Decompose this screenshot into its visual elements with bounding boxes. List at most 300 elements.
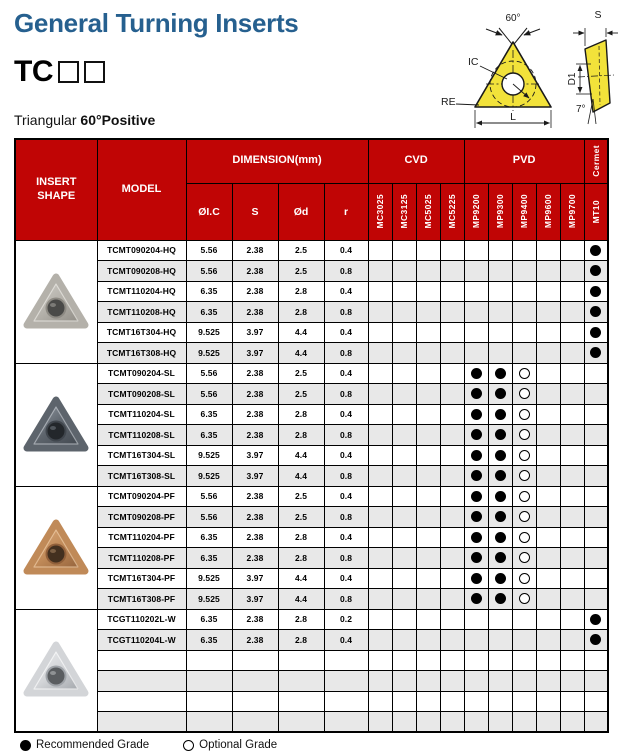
table-row xyxy=(15,445,608,466)
grade-cell xyxy=(416,568,440,589)
grade-cell xyxy=(488,363,512,384)
dimension-value-cell xyxy=(186,650,232,671)
table-row xyxy=(15,671,608,692)
model-cell: TCMT16T304-SL xyxy=(97,445,186,466)
grade-cell xyxy=(584,445,608,466)
table-row xyxy=(15,404,608,425)
dimension-value-cell: 2.8 xyxy=(278,527,324,548)
grade-cell xyxy=(512,630,536,651)
grade-cell xyxy=(416,691,440,712)
insert-photo xyxy=(20,269,92,333)
grade-cell xyxy=(368,281,392,302)
grade-cell xyxy=(464,691,488,712)
grade-cell xyxy=(536,322,560,343)
grade-cell xyxy=(368,548,392,569)
grade-cell xyxy=(560,404,584,425)
grade-cell xyxy=(440,609,464,630)
dimension-value-cell: 5.56 xyxy=(186,240,232,261)
grade-cell xyxy=(368,691,392,712)
header-ic: ØI.C xyxy=(186,183,232,240)
model-cell: TCMT110204-PF xyxy=(97,527,186,548)
grade-cell xyxy=(536,589,560,610)
dimension-value-cell: 2.5 xyxy=(278,363,324,384)
dimension-value-cell: 6.35 xyxy=(186,281,232,302)
grade-cell xyxy=(584,404,608,425)
grade-cell xyxy=(440,712,464,733)
table-row xyxy=(15,343,608,364)
grade-cell xyxy=(368,445,392,466)
dimension-value-cell: 2.38 xyxy=(232,507,278,528)
grade-cell xyxy=(368,425,392,446)
dimension-value-cell: 2.8 xyxy=(278,630,324,651)
grade-cell xyxy=(392,548,416,569)
table-row xyxy=(15,691,608,712)
grade-cell xyxy=(512,466,536,487)
grade-cell xyxy=(392,589,416,610)
table-row xyxy=(15,240,608,261)
recommended-grade-dot xyxy=(495,388,506,399)
grade-cell xyxy=(584,568,608,589)
grade-cell xyxy=(464,712,488,733)
grade-cell xyxy=(584,343,608,364)
grade-cell xyxy=(488,445,512,466)
grade-cell xyxy=(392,671,416,692)
dimension-value-cell: 4.4 xyxy=(278,445,324,466)
grade-cell xyxy=(440,507,464,528)
recommended-grade-dot xyxy=(495,593,506,604)
insert-dimension-diagram xyxy=(428,4,618,132)
dimension-value-cell xyxy=(232,691,278,712)
recommended-grade-dot xyxy=(590,327,601,338)
table-row xyxy=(15,302,608,323)
dimension-value-cell: 0.8 xyxy=(324,466,368,487)
grade-cell xyxy=(464,384,488,405)
dimension-value-cell: 2.5 xyxy=(278,261,324,282)
model-cell: TCMT110208-SL xyxy=(97,425,186,446)
grade-cell xyxy=(440,527,464,548)
dimension-value-cell xyxy=(278,712,324,733)
grade-cell xyxy=(368,589,392,610)
model-cell: TCMT16T308-PF xyxy=(97,589,186,610)
grade-cell xyxy=(416,466,440,487)
grade-cell xyxy=(440,548,464,569)
inserts-table xyxy=(14,138,609,733)
header-mc3025: MC3025 xyxy=(368,183,392,240)
grade-cell xyxy=(488,343,512,364)
grade-cell xyxy=(560,650,584,671)
grade-cell xyxy=(560,343,584,364)
recommended-grade-dot xyxy=(495,552,506,563)
grade-cell xyxy=(560,322,584,343)
grade-cell xyxy=(560,527,584,548)
table-row xyxy=(15,609,608,630)
grade-cell xyxy=(512,527,536,548)
dimension-value-cell xyxy=(186,712,232,733)
dimension-value-cell: 9.525 xyxy=(186,322,232,343)
recommended-grade-dot xyxy=(471,388,482,399)
grade-cell xyxy=(488,425,512,446)
grade-cell xyxy=(536,671,560,692)
grade-cell xyxy=(440,384,464,405)
grade-cell xyxy=(464,671,488,692)
dimension-value-cell: 9.525 xyxy=(186,568,232,589)
table-row xyxy=(15,630,608,651)
dimension-value-cell: 2.38 xyxy=(232,240,278,261)
grade-cell xyxy=(536,712,560,733)
grade-cell xyxy=(536,363,560,384)
grade-cell xyxy=(440,589,464,610)
dimension-value-cell xyxy=(324,650,368,671)
dimension-value-cell: 2.38 xyxy=(232,486,278,507)
optional-dot-icon xyxy=(183,740,194,751)
grade-cell xyxy=(584,691,608,712)
grade-cell xyxy=(368,568,392,589)
grade-cell xyxy=(488,507,512,528)
grade-cell xyxy=(560,240,584,261)
grade-cell xyxy=(488,527,512,548)
recommended-grade-dot xyxy=(471,511,482,522)
grade-cell xyxy=(536,466,560,487)
grade-cell xyxy=(560,363,584,384)
recommended-grade-dot xyxy=(590,614,601,625)
insert-shape-cell xyxy=(15,609,97,732)
model-cell xyxy=(97,650,186,671)
code-prefix: TC xyxy=(14,55,53,88)
grade-cell xyxy=(488,404,512,425)
model-cell xyxy=(97,671,186,692)
optional-grade-dot xyxy=(519,552,530,563)
grade-cell xyxy=(536,343,560,364)
grade-cell xyxy=(584,671,608,692)
grade-cell xyxy=(464,302,488,323)
grade-cell xyxy=(416,589,440,610)
angle-label: 60° xyxy=(505,13,521,24)
grade-cell xyxy=(464,261,488,282)
grade-cell xyxy=(512,343,536,364)
grade-cell xyxy=(416,363,440,384)
grade-cell xyxy=(464,507,488,528)
grade-cell xyxy=(464,630,488,651)
dimension-value-cell: 2.38 xyxy=(232,527,278,548)
grade-cell xyxy=(536,384,560,405)
insert-code-designation xyxy=(14,55,105,89)
grade-cell xyxy=(560,425,584,446)
insert-photo xyxy=(20,637,92,701)
grade-cell xyxy=(368,671,392,692)
grade-cell xyxy=(536,691,560,712)
grade-cell xyxy=(440,650,464,671)
grade-cell xyxy=(536,568,560,589)
dimension-value-cell: 0.4 xyxy=(324,363,368,384)
ic-label: IC xyxy=(468,56,479,68)
grade-cell xyxy=(464,343,488,364)
grade-cell xyxy=(512,425,536,446)
grade-cell xyxy=(560,548,584,569)
grade-cell xyxy=(560,589,584,610)
grade-cell xyxy=(536,302,560,323)
dimension-value-cell: 2.38 xyxy=(232,609,278,630)
grade-cell xyxy=(536,261,560,282)
table-body xyxy=(15,240,608,732)
dimension-value-cell: 0.4 xyxy=(324,527,368,548)
grade-cell xyxy=(584,589,608,610)
grade-cell xyxy=(536,240,560,261)
optional-grade-dot xyxy=(519,511,530,522)
grade-cell xyxy=(416,322,440,343)
grade-cell xyxy=(368,507,392,528)
grade-cell xyxy=(392,343,416,364)
grade-cell xyxy=(416,404,440,425)
recommended-grade-dot xyxy=(590,265,601,276)
grade-cell xyxy=(560,384,584,405)
grade-cell xyxy=(368,712,392,733)
grade-cell xyxy=(488,261,512,282)
grade-cell xyxy=(560,281,584,302)
dimension-value-cell: 9.525 xyxy=(186,466,232,487)
dimension-value-cell: 0.4 xyxy=(324,281,368,302)
dimension-value-cell: 3.97 xyxy=(232,466,278,487)
grade-cell xyxy=(440,281,464,302)
dimension-value-cell: 5.56 xyxy=(186,384,232,405)
dimension-value-cell xyxy=(278,650,324,671)
dimension-value-cell: 2.38 xyxy=(232,281,278,302)
grade-cell xyxy=(368,240,392,261)
grade-cell xyxy=(440,302,464,323)
recommended-grade-dot xyxy=(495,532,506,543)
grade-cell xyxy=(536,445,560,466)
grade-cell xyxy=(464,650,488,671)
grade-cell xyxy=(392,712,416,733)
grade-cell xyxy=(416,384,440,405)
grade-cell xyxy=(464,486,488,507)
grade-cell xyxy=(512,404,536,425)
grade-cell xyxy=(584,650,608,671)
grade-cell xyxy=(440,568,464,589)
dimension-value-cell: 0.8 xyxy=(324,343,368,364)
grade-cell xyxy=(512,671,536,692)
dimension-value-cell xyxy=(278,691,324,712)
grade-cell xyxy=(392,691,416,712)
model-cell: TCMT090204-PF xyxy=(97,486,186,507)
dimension-value-cell: 0.4 xyxy=(324,486,368,507)
recommended-grade-dot xyxy=(471,368,482,379)
code-box-2 xyxy=(84,61,105,83)
grade-cell xyxy=(488,466,512,487)
optional-grade-dot xyxy=(519,368,530,379)
dimension-value-cell: 3.97 xyxy=(232,343,278,364)
grade-cell xyxy=(416,425,440,446)
grade-cell xyxy=(536,630,560,651)
grade-cell xyxy=(416,302,440,323)
header-mt10: MT10 xyxy=(584,183,608,240)
d1-label: D1 xyxy=(567,72,578,86)
grade-cell xyxy=(368,527,392,548)
recommended-dot-icon xyxy=(20,740,31,751)
recommended-grade-dot xyxy=(471,429,482,440)
grade-cell xyxy=(464,527,488,548)
grade-cell xyxy=(464,425,488,446)
model-cell: TCMT110204-HQ xyxy=(97,281,186,302)
recommended-grade-dot xyxy=(590,306,601,317)
table-row xyxy=(15,466,608,487)
recommended-grade-dot xyxy=(471,491,482,502)
grade-cell xyxy=(368,343,392,364)
grade-cell xyxy=(368,322,392,343)
header-mp9700: MP9700 xyxy=(560,183,584,240)
grade-cell xyxy=(488,650,512,671)
grade-cell xyxy=(560,445,584,466)
recommended-grade-dot xyxy=(495,429,506,440)
header-model: MODEL xyxy=(97,139,186,240)
table-row xyxy=(15,281,608,302)
grade-cell xyxy=(512,712,536,733)
grade-cell xyxy=(536,404,560,425)
grade-cell xyxy=(368,630,392,651)
grade-cell xyxy=(464,363,488,384)
grade-cell xyxy=(536,527,560,548)
model-cell: TCMT090204-HQ xyxy=(97,240,186,261)
dimension-value-cell xyxy=(232,650,278,671)
dimension-value-cell: 3.97 xyxy=(232,322,278,343)
dimension-value-cell: 2.38 xyxy=(232,384,278,405)
grade-cell xyxy=(536,281,560,302)
recommended-grade-dot xyxy=(471,409,482,420)
recommended-grade-dot xyxy=(590,634,601,645)
grade-cell xyxy=(392,486,416,507)
model-cell: TCMT090208-HQ xyxy=(97,261,186,282)
grade-cell xyxy=(584,384,608,405)
grade-cell xyxy=(536,425,560,446)
model-cell: TCMT090208-SL xyxy=(97,384,186,405)
dimension-value-cell xyxy=(324,671,368,692)
optional-grade-dot xyxy=(519,388,530,399)
dimension-value-cell: 0.8 xyxy=(324,589,368,610)
header-pvd-group: PVD xyxy=(464,139,584,183)
grade-cell xyxy=(392,384,416,405)
grade-cell xyxy=(512,261,536,282)
grade-cell xyxy=(512,609,536,630)
grade-cell xyxy=(392,425,416,446)
dimension-value-cell: 2.8 xyxy=(278,548,324,569)
grade-cell xyxy=(464,445,488,466)
grade-cell xyxy=(584,261,608,282)
grade-cell xyxy=(560,568,584,589)
grade-cell xyxy=(512,240,536,261)
grade-cell xyxy=(464,404,488,425)
grade-cell xyxy=(488,589,512,610)
grade-cell xyxy=(584,630,608,651)
grade-cell xyxy=(416,671,440,692)
grade-cell xyxy=(512,568,536,589)
grade-cell xyxy=(536,609,560,630)
insert-top-view-diagram xyxy=(441,13,551,128)
grade-cell xyxy=(512,691,536,712)
recommended-grade-dot xyxy=(495,409,506,420)
recommended-grade-dot xyxy=(471,573,482,584)
header-dimension-group: DIMENSION(mm) xyxy=(186,139,368,183)
insert-shape-cell xyxy=(15,240,97,363)
recommended-grade-dot xyxy=(590,347,601,358)
dimension-value-cell: 2.5 xyxy=(278,507,324,528)
insert-shape-cell xyxy=(15,486,97,609)
grade-cell xyxy=(512,384,536,405)
grade-cell xyxy=(440,486,464,507)
grade-cell xyxy=(416,343,440,364)
dimension-value-cell: 2.38 xyxy=(232,425,278,446)
dimension-value-cell: 2.5 xyxy=(278,240,324,261)
grade-cell xyxy=(464,609,488,630)
header-mc3125: MC3125 xyxy=(392,183,416,240)
grade-cell xyxy=(512,486,536,507)
grade-cell xyxy=(512,507,536,528)
grade-cell xyxy=(392,466,416,487)
grade-cell xyxy=(488,568,512,589)
header-cermet-group: Cermet xyxy=(584,139,608,183)
dimension-value-cell: 6.35 xyxy=(186,548,232,569)
dimension-value-cell: 4.4 xyxy=(278,568,324,589)
dimension-value-cell: 0.8 xyxy=(324,548,368,569)
grade-cell xyxy=(392,650,416,671)
optional-grade-dot xyxy=(519,409,530,420)
dimension-value-cell: 0.8 xyxy=(324,384,368,405)
insert-shape-cell xyxy=(15,363,97,486)
grade-cell xyxy=(584,322,608,343)
grade-cell xyxy=(560,466,584,487)
dimension-value-cell: 0.4 xyxy=(324,322,368,343)
grade-cell xyxy=(560,609,584,630)
header-cvd-group: CVD xyxy=(368,139,464,183)
clearance-angle-label: 7° xyxy=(576,104,586,115)
recommended-grade-dot xyxy=(495,450,506,461)
subtitle-shape: Triangular xyxy=(14,112,81,128)
grade-cell xyxy=(584,486,608,507)
recommended-grade-dot xyxy=(471,470,482,481)
grade-cell xyxy=(536,548,560,569)
grade-cell xyxy=(368,466,392,487)
grade-cell xyxy=(560,630,584,651)
dimension-value-cell xyxy=(232,712,278,733)
dimension-value-cell: 2.8 xyxy=(278,302,324,323)
grade-cell xyxy=(536,486,560,507)
dimension-value-cell: 0.8 xyxy=(324,261,368,282)
grade-cell xyxy=(512,322,536,343)
subtitle-angle: 60°Positive xyxy=(80,112,156,128)
grade-cell xyxy=(440,322,464,343)
grade-cell xyxy=(488,322,512,343)
grade-cell xyxy=(584,302,608,323)
grade-cell xyxy=(560,261,584,282)
grade-cell xyxy=(560,712,584,733)
model-cell: TCMT110204-SL xyxy=(97,404,186,425)
recommended-grade-dot xyxy=(471,450,482,461)
grade-cell xyxy=(560,302,584,323)
dimension-value-cell: 2.38 xyxy=(232,363,278,384)
grade-cell xyxy=(392,240,416,261)
recommended-grade-dot xyxy=(495,511,506,522)
dimension-value-cell: 0.4 xyxy=(324,630,368,651)
table-row xyxy=(15,363,608,384)
insert-type-subtitle xyxy=(14,112,155,128)
table-row xyxy=(15,486,608,507)
grade-cell xyxy=(536,650,560,671)
dimension-value-cell xyxy=(278,671,324,692)
grade-cell xyxy=(584,466,608,487)
insert-side-view-diagram xyxy=(567,9,618,124)
dimension-value-cell xyxy=(324,712,368,733)
grade-cell xyxy=(488,281,512,302)
recommended-grade-dot xyxy=(471,593,482,604)
table-row xyxy=(15,261,608,282)
